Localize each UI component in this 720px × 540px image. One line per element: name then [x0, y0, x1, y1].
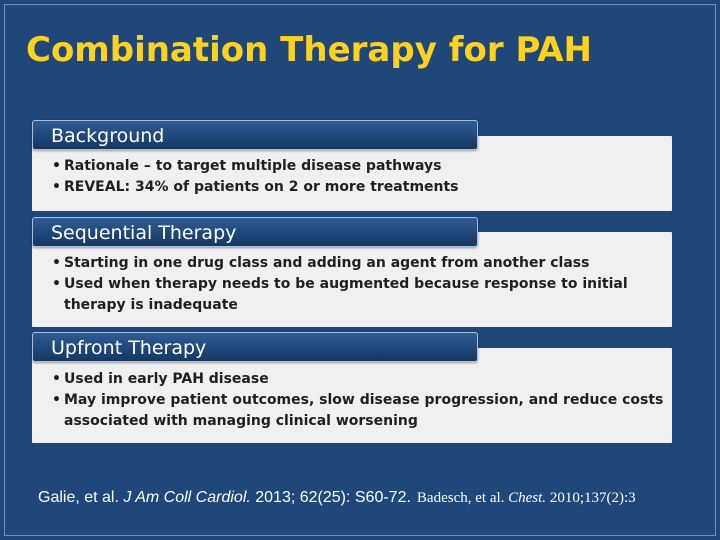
section-heading-upfront: Upfront Therapy [32, 332, 478, 362]
citation-galie: Galie, et al. J Am Coll Cardiol. 2013; 62(25): S60-72. [38, 489, 411, 506]
section-heading-background: Background [32, 120, 478, 150]
bullet-item: • REVEAL: 34% of patients on 2 or more treatments [52, 177, 684, 198]
citation-footer [38, 489, 636, 507]
bullet-list-upfront [52, 369, 684, 432]
bullet-item: • Used when therapy needs to be augmented because response to initial therapy is inadequate [52, 274, 684, 316]
bullet-item: • May improve patient outcomes, slow disease progression, and reduce costs associated with managing clinical worsening [52, 390, 684, 432]
bullet-list-sequential [52, 253, 684, 316]
bullet-item: • Used in early PAH disease [52, 369, 684, 390]
citation-badesch: Badesch, et al. Chest. 2010;137(2):3 [416, 490, 636, 506]
bullet-list-background [52, 156, 684, 198]
section-heading-sequential: Sequential Therapy [32, 217, 478, 247]
slide-title: Combination Therapy for PAH [26, 30, 593, 70]
bullet-item: • Starting in one drug class and adding an agent from another class [52, 253, 684, 274]
bullet-item: • Rationale – to target multiple disease pathways [52, 156, 684, 177]
